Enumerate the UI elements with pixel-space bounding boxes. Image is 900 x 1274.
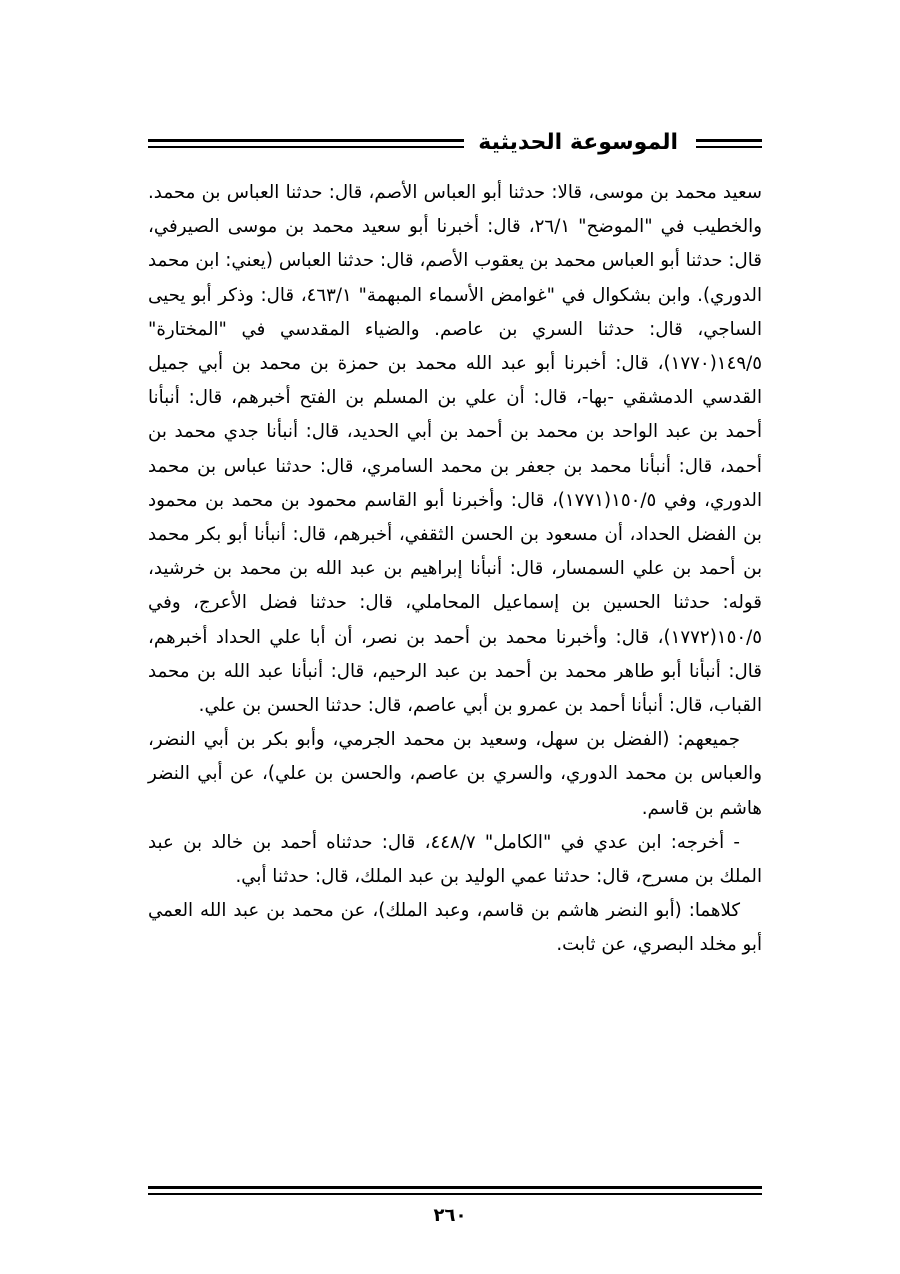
header-rule-right-lower (696, 146, 762, 148)
paragraph-1: سعيد محمد بن موسى، قالا: حدثنا أبو العباس الأصم، قال: حدثنا العباس بن محمد. والخطيب في "الموضح" ٢٦/١، قال: أخبرنا أبو سعيد محمد بن موسى الصيرفي، قال: حدثنا أبو العباس محمد بن يعقوب الأصم، قال: حدثنا العباس (يعني: ابن محمد الدوري). وابن بشكوال في "غوامض الأسماء المبهمة" ٤٦٣/١، قال: وذكر أبو يحيى الساجي، قال: حدثنا السري بن عاصم. والضياء المقدسي في "المختارة" ١٤٩/٥(١٧٧٠)، قال: أخبرنا أبو عبد الله محمد بن حمزة بن محمد بن أبي جميل القدسي الدمشقي -بها-، قال: أن علي بن المسلم بن الفتح أخبرهم، قال: أنبأنا أحمد بن عبد الواحد بن محمد بن أحمد بن أبي الحديد، قال: أنبأنا جدي محمد بن أحمد، قال: أنبأنا محمد بن جعفر بن محمد السامري، قال: حدثنا عباس بن محمد الدوري، وفي ١٥٠/٥(١٧٧١)، قال: وأخبرنا أبو القاسم محمود بن محمد بن محمود بن الفضل الحداد، أن مسعود بن الحسن الثقفي، أخبرهم، قال: أنبأنا أبو بكر محمد بن أحمد بن علي السمسار، قال: أنبأنا إبراهيم بن عبد الله بن محمد بن خرشيد، قوله: حدثنا الحسين بن إسماعيل المحاملي، قال: حدثنا فضل الأعرج، وفي ١٥٠/٥(١٧٧٢)، قال: وأخبرنا محمد بن أحمد بن نصر، أن أبا علي الحداد أخبرهم، قال: أنبأنا أبو طاهر محمد بن أحمد بن عبد الرحيم، قال: أنبأنا عبد الله بن محمد القباب، قال: أنبأنا أحمد بن عمرو بن أبي عاصم، قال: حدثنا الحسن بن علي. (148, 182, 762, 717)
body-text (148, 176, 762, 963)
page-number: ٢٦٠ (433, 1205, 467, 1226)
running-header (148, 120, 762, 170)
footer-rule-upper (148, 1186, 762, 1189)
footer-rule-lower (148, 1193, 762, 1195)
header-rule-right (696, 139, 762, 142)
paragraph-4: كلاهما: (أبو النضر هاشم بن قاسم، وعبد الملك)، عن محمد بن عبد الله العمي أبو مخلد البصري، عن ثابت. (148, 900, 762, 956)
paragraph-2: جميعهم: (الفضل بن سهل، وسعيد بن محمد الجرمي، وأبو بكر بن أبي النضر، والعباس بن محمد الدوري، والسري بن عاصم، والحسن بن علي)، عن أبي النضر هاشم بن قاسم. (148, 729, 762, 819)
header-title: الموسوعة الحديثية (464, 120, 692, 166)
paragraph-3: - أخرجه: ابن عدي في "الكامل" ٤٤٨/٧، قال: حدثناه أحمد بن خالد بن عبد الملك بن مسرح، قال: حدثنا عمي الوليد بن عبد الملك، قال: حدثنا أبي. (148, 831, 762, 888)
